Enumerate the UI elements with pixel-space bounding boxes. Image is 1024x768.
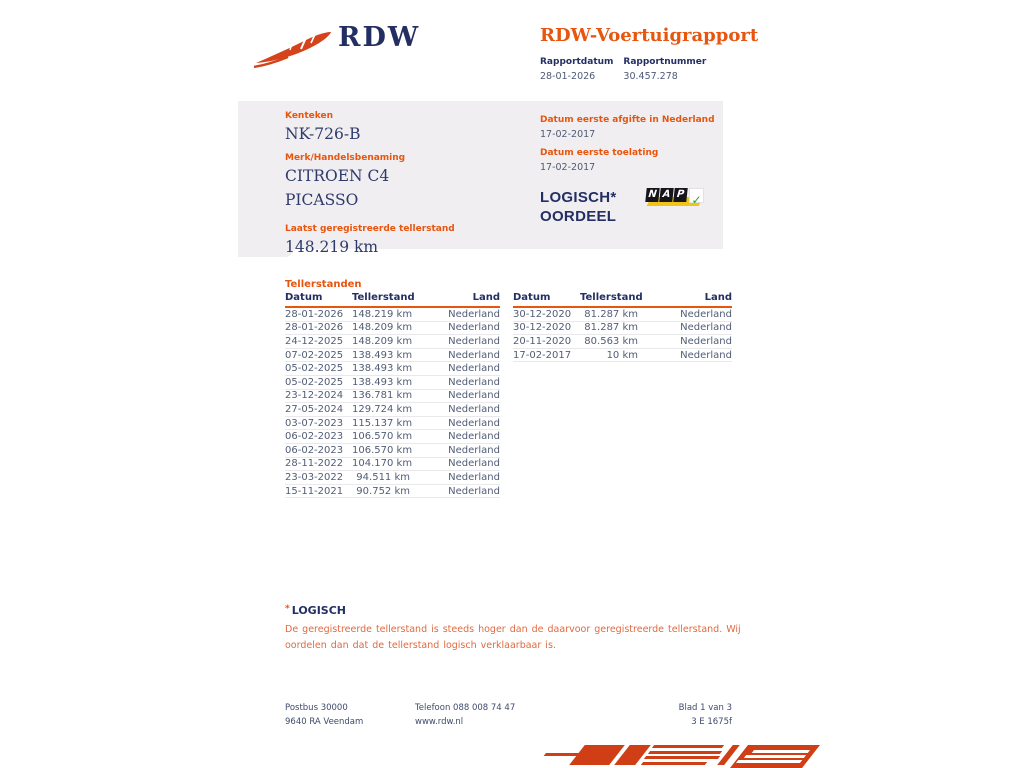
footnote-title: [285, 604, 745, 617]
date-cell: 06-02-2023: [285, 431, 344, 443]
table-row: [285, 335, 500, 349]
country-cell: Nederland: [680, 308, 732, 320]
table-row: [513, 308, 732, 322]
odometer-cell: 81.287 km: [584, 308, 638, 320]
odometer-cell: 138.493 km: [352, 376, 413, 388]
last-odometer-label: Laatst geregistreerde tellerstand: [285, 224, 455, 234]
country-cell: Nederland: [448, 485, 500, 497]
date-cell: 30-12-2020: [513, 308, 572, 320]
table-row: [513, 335, 732, 349]
odometer-cell: 148.219 km: [352, 308, 413, 320]
odometer-cell: 106.570 km: [352, 431, 413, 443]
first-issue-date: 17-02-2017: [540, 129, 596, 140]
country-cell: Nederland: [448, 363, 500, 375]
license-plate-value: NK-726-B: [285, 125, 361, 143]
country-cell: Nederland: [448, 458, 500, 470]
table-body: [513, 308, 732, 362]
speed-mark-stripe: [641, 762, 707, 765]
country-cell: Nederland: [448, 417, 500, 429]
speed-mark-inner-stripe: [744, 755, 806, 758]
date-cell: 07-02-2025: [285, 349, 344, 361]
rdw-speed-mark-graphic: [545, 743, 1024, 768]
footer-page-number: Blad 1 van 3: [678, 703, 732, 713]
date-cell: 23-12-2024: [285, 390, 344, 402]
odometer-cell: 90.752 km: [356, 485, 410, 497]
table-body: [285, 308, 500, 498]
odometer-cell: 80.563 km: [584, 335, 638, 347]
column-header-date: Datum: [513, 292, 551, 303]
country-cell: Nederland: [448, 403, 500, 415]
footer-address: [285, 701, 363, 729]
column-header-date: Datum: [285, 292, 323, 303]
license-plate-label: Kenteken: [285, 111, 333, 121]
odometer-cell: 148.209 km: [352, 335, 413, 347]
report-number-value: 30.457.278: [623, 71, 678, 82]
country-cell: Nederland: [448, 471, 500, 483]
speed-mark-inner-stripe: [736, 760, 802, 763]
nap-letter-a: A: [659, 188, 673, 202]
country-cell: Nederland: [448, 335, 500, 347]
rdw-feather-logo-icon: [250, 24, 336, 72]
odometer-cell: 148.209 km: [352, 322, 413, 334]
make-value-line2: PICASSO: [285, 191, 359, 209]
footnote-asterisk: *: [285, 604, 290, 614]
country-cell: Nederland: [680, 349, 732, 361]
table-row: [285, 485, 500, 499]
speed-mark-stripe: [652, 745, 724, 748]
date-cell: 27-05-2024: [285, 403, 344, 415]
footer-form-code: 3 E 1675f: [691, 717, 732, 727]
date-cell: 30-12-2020: [513, 322, 572, 334]
country-cell: Nederland: [680, 335, 732, 347]
date-cell: 06-02-2023: [285, 444, 344, 456]
table-row: [285, 362, 500, 376]
report-date-block: [540, 57, 613, 82]
table-row: [285, 390, 500, 404]
date-cell: 05-02-2025: [285, 363, 344, 375]
odometer-cell: 94.511 km: [356, 471, 410, 483]
make-label: Merk/Handelsbenaming: [285, 153, 406, 163]
column-header-odometer: Tellerstand: [580, 292, 643, 303]
footer-address-line2: 9640 RA Veendam: [285, 717, 364, 727]
date-cell: 20-11-2020: [513, 335, 572, 347]
date-cell: 15-11-2021: [285, 485, 344, 497]
table-row: [285, 444, 500, 458]
date-cell: 05-02-2025: [285, 376, 344, 388]
report-date-label: Rapportdatum: [540, 57, 614, 67]
footer-contact: [415, 701, 515, 729]
table-header-row: [513, 292, 732, 308]
footer-phone: Telefoon 088 008 74 47: [415, 703, 516, 713]
table-row: [513, 322, 732, 336]
verdict-line2: OORDEEL: [540, 208, 617, 225]
nap-check-icon: ✓: [691, 193, 702, 207]
rdw-logo-text: RDW: [338, 22, 421, 53]
first-issue-label: Datum eerste afgifte in Nederland: [540, 115, 715, 125]
table-row: [285, 308, 500, 322]
speed-mark-stripe: [644, 756, 720, 759]
odometer-cell: 136.781 km: [352, 390, 413, 402]
date-cell: 17-02-2017: [513, 349, 572, 361]
table-row: [285, 471, 500, 485]
country-cell: Nederland: [448, 349, 500, 361]
nap-checkbox: [689, 188, 704, 207]
footnote-title-text: LOGISCH: [291, 604, 347, 617]
odometer-cell: 81.287 km: [584, 322, 638, 334]
report-title: RDW-Voertuigrapport: [540, 25, 759, 46]
first-admission-label: Datum eerste toelating: [540, 148, 659, 158]
footer-website: www.rdw.nl: [415, 717, 464, 727]
country-cell: Nederland: [448, 322, 500, 334]
table-row: [285, 430, 500, 444]
date-cell: 28-01-2026: [285, 308, 344, 320]
country-cell: Nederland: [680, 322, 732, 334]
odometer-cell: 10 km: [606, 349, 638, 361]
odometer-table-left: [285, 292, 500, 498]
nap-letter-p: P: [673, 188, 687, 202]
table-row: [285, 417, 500, 431]
odometer-cell: 104.170 km: [352, 458, 413, 470]
country-cell: Nederland: [448, 431, 500, 443]
speed-mark-inner-stripe: [752, 750, 810, 753]
report-date-value: 28-01-2026: [540, 71, 596, 82]
vehicle-summary-panel: [238, 101, 723, 256]
country-cell: Nederland: [448, 390, 500, 402]
table-row: [285, 349, 500, 363]
report-number-block: [623, 57, 706, 82]
report-meta: [540, 57, 706, 82]
column-header-odometer: Tellerstand: [352, 292, 415, 303]
odometer-table-right: [513, 292, 732, 362]
vehicle-identity-column: [285, 111, 455, 258]
odometer-cell: 115.137 km: [352, 417, 413, 429]
odometer-cell: 129.724 km: [352, 403, 413, 415]
odometer-section-title: Tellerstanden: [285, 279, 362, 290]
date-cell: 03-07-2023: [285, 417, 344, 429]
make-value-line1: CITROEN C4: [285, 167, 390, 185]
speed-mark-block: [730, 745, 820, 768]
country-cell: Nederland: [448, 308, 500, 320]
table-row: [513, 349, 732, 363]
nap-logo: [646, 186, 706, 213]
verdict-footnote: [285, 604, 745, 654]
speed-mark-stripe: [648, 751, 722, 754]
odometer-cell: 106.570 km: [352, 444, 413, 456]
date-cell: 23-03-2022: [285, 471, 344, 483]
verdict-line1: LOGISCH*: [540, 189, 617, 206]
footer-address-line1: Postbus 30000: [285, 703, 348, 713]
date-cell: 24-12-2025: [285, 335, 344, 347]
odometer-cell: 138.493 km: [352, 363, 413, 375]
table-row: [285, 403, 500, 417]
footer-page-info: [679, 701, 732, 729]
column-header-country: Land: [472, 292, 500, 303]
last-odometer-value: 148.219 km: [285, 238, 379, 256]
first-admission-date: 17-02-2017: [540, 162, 596, 173]
column-header-country: Land: [704, 292, 732, 303]
nap-letter-n: N: [645, 188, 659, 202]
date-cell: 28-01-2026: [285, 322, 344, 334]
table-row: [285, 376, 500, 390]
report-number-label: Rapportnummer: [623, 57, 707, 67]
country-cell: Nederland: [448, 376, 500, 388]
page-footer: [285, 701, 732, 731]
table-row: [285, 458, 500, 472]
country-cell: Nederland: [448, 444, 500, 456]
footnote-text: De geregistreerde tellerstand is steeds hoger dan de daarvoor geregistreerde tellerstand. Wij oordelen dan dat de tellerstand logisch verklaarbaar is.: [285, 624, 741, 651]
table-row: [285, 322, 500, 336]
odometer-cell: 138.493 km: [352, 349, 413, 361]
table-header-row: [285, 292, 500, 308]
date-cell: 28-11-2022: [285, 458, 344, 470]
